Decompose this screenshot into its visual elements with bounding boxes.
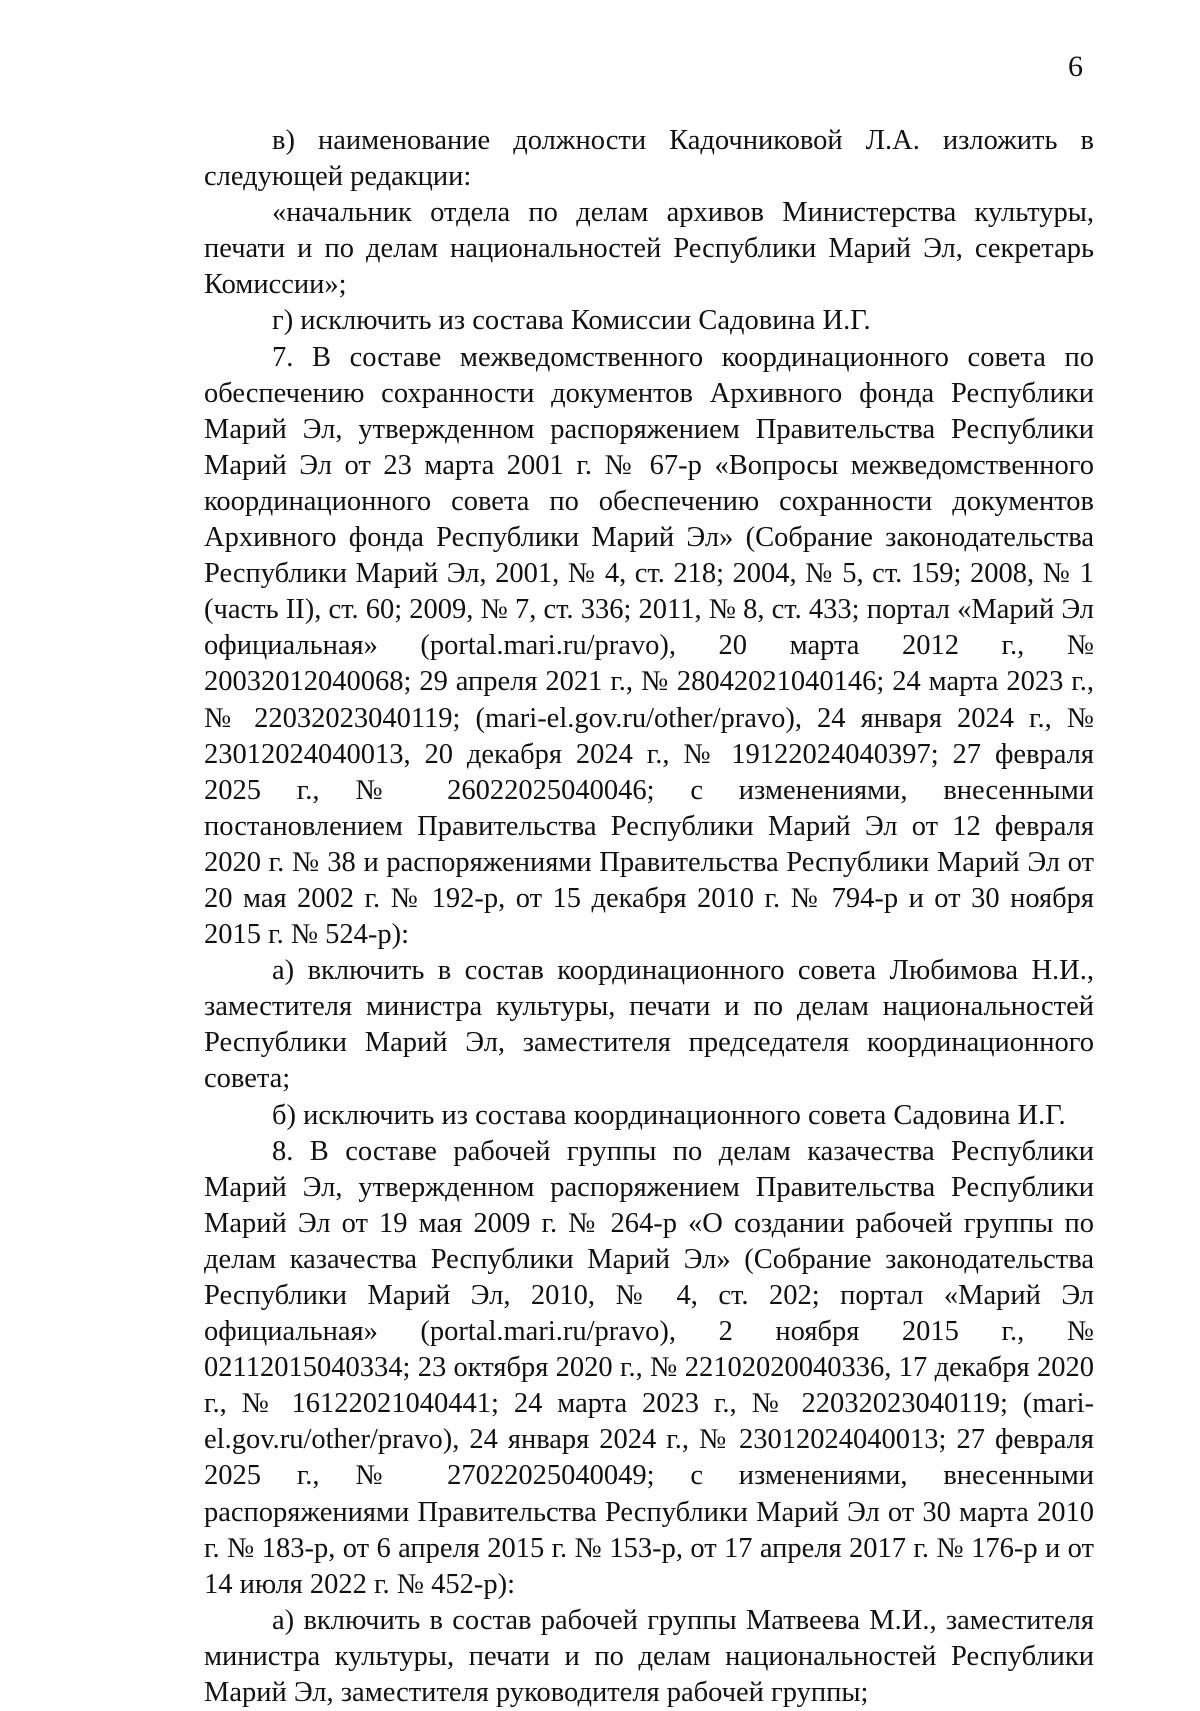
paragraph-8-working-group: 8. В составе рабочей группы по делам казачества Республики Марий Эл, утвержденном распоряжением Правительства Республики Марий Эл от 19 мая 2009 г. № 264-р «О создании рабочей группы по делам казачества Республики Марий Эл» (Собрание законодательства Республики Марий Эл, 2010, № 4, ст. 202; портал «Марий Эл официальная» (portal.mari.ru/pravo), 2 ноября 2015 г., № 02112015040334; 23 октября 2020 г., № 22102020040336, 17 декабря 2020 г., № 16122021040441; 24 марта 2023 г., № 22032023040119; (mari-el.gov.ru/other/pravo), 24 января 2024 г., № 23012024040013; 27 февраля 2025 г., № 27022025040049; с изменениями, внесенными распоряжениями Правительства Республики Марий Эл от 30 марта 2010 г. № 183-р, от 6 апреля 2015 г. № 153-р, от 17 апреля 2017 г. № 176-р и от 14 июля 2022 г. № 452-р): <box>204 1135 1094 1600</box>
document-body <box>204 123 1094 1711</box>
paragraph-7-council: 7. В составе межведомственного координационного совета по обеспечению сохранности документов Архивного фонда Республики Марий Эл, утвержденном распоряжением Правительства Республики Марий Эл от 23 марта 2001 г. № 67-р «Вопросы межведомственного координационного совета по обеспечению сохранности документов Архивного фонда Республики Марий Эл» (Собрание законодательства Республики Марий Эл, 2001, № 4, ст. 218; 2004, № 5, ст. 159; 2008, № 1 (часть II), ст. 60; 2009, № 7, ст. 336; 2011, № 8, ст. 433; портал «Марий Эл официальная» (portal.mari.ru/pravo), 20 марта 2012 г., № 20032012040068; 29 апреля 2021 г., № 28042021040146; 24 марта 2023 г., № 22032023040119; (mari-el.gov.ru/other/pravo), 24 января 2024 г., № 23012024040013, 20 декабря 2024 г., № 19122024040397; 27 февраля 2025 г., № 26022025040046; с изменениями, внесенными постановлением Правительства Республики Марий Эл от 12 февраля 2020 г. № 38 и распоряжениями Правительства Республики Марий Эл от 20 мая 2002 г. № 192-р, от 15 декабря 2010 г. № 794-р и от 30 ноября 2015 г. № 524-р): <box>204 341 1094 951</box>
paragraph-g-exclude: г) исключить из состава Комиссии Садовина И.Г. <box>272 305 871 337</box>
page-number: 6 <box>1068 50 1083 83</box>
paragraph-8a-include: а) включить в состав рабочей группы Матвеева М.И., заместителя министра культуры, печати и по делам национальностей Республики Марий Эл, заместителя руководителя рабочей группы; <box>204 1604 1094 1709</box>
paragraph-7b-exclude: б) исключить из состава координационного совета Садовина И.Г. <box>272 1099 1066 1131</box>
paragraph-v-title-change: в) наименование должности Кадочниковой Л.А. изложить в следующей редакции: <box>204 125 1094 193</box>
paragraph-new-title-text: «начальник отдела по делам архивов Министерства культуры, печати и по делам национальностей Республики Марий Эл, секретарь Комиссии»; <box>204 197 1094 301</box>
paragraph-7a-include: а) включить в состав координационного совета Любимова Н.И., заместителя министра культуры, печати и по делам национальностей Республики Марий Эл, заместителя председателя координационного совета; <box>204 955 1094 1095</box>
